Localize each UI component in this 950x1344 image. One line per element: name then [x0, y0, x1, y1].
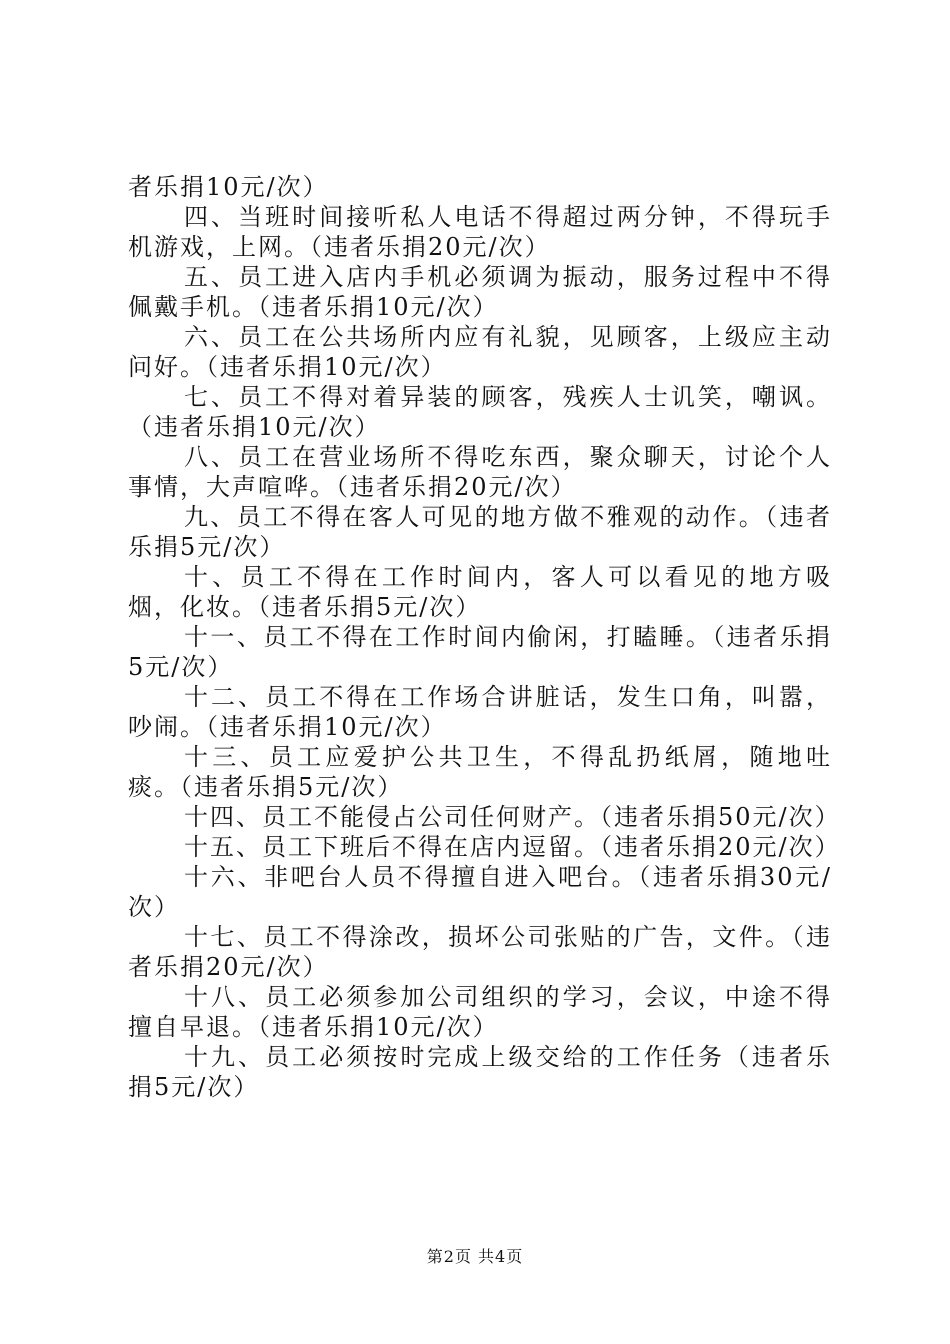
- rule-17: 十七、员工不得涂改，损坏公司张贴的广告，文件。（违者乐捐20元/次）: [128, 923, 832, 981]
- rule-5: 五、员工进入店内手机必须调为振动，服务过程中不得佩戴手机。（违者乐捐10元/次）: [128, 263, 832, 321]
- rule-7: 七、员工不得对着异装的顾客，残疾人士讥笑，嘲讽。（违者乐捐10元/次）: [128, 383, 832, 441]
- rule-14: 十四、员工不能侵占公司任何财产。（违者乐捐50元/次）: [184, 803, 841, 831]
- rule-19: 十九、员工必须按时完成上级交给的工作任务（违者乐捐5元/次）: [128, 1043, 832, 1101]
- rule-12: 十二、员工不得在工作场合讲脏话，发生口角，叫嚣，吵闹。（违者乐捐10元/次）: [128, 683, 832, 741]
- rule-16: 十六、非吧台人员不得擅自进入吧台。（违者乐捐30元/次）: [128, 863, 832, 921]
- document-body: [128, 172, 841, 1102]
- rule-9: 九、员工不得在客人可见的地方做不雅观的动作。（违者乐捐5元/次）: [128, 503, 832, 561]
- rule-15: 十五、员工下班后不得在店内逗留。（违者乐捐20元/次）: [184, 833, 841, 861]
- rule-4: 四、当班时间接听私人电话不得超过两分钟，不得玩手机游戏，上网。（违者乐捐20元/次）: [128, 203, 832, 261]
- paragraph-continuation: 者乐捐10元/次）: [128, 173, 329, 201]
- rule-6: 六、员工在公共场所内应有礼貌，见顾客，上级应主动问好。（违者乐捐10元/次）: [128, 323, 832, 381]
- rule-10: 十、员工不得在工作时间内，客人可以看见的地方吸烟，化妆。（违者乐捐5元/次）: [128, 563, 832, 621]
- rule-11: 十一、员工不得在工作时间内偷闲，打瞌睡。（违者乐捐5元/次）: [128, 623, 832, 681]
- rule-18: 十八、员工必须参加公司组织的学习，会议，中途不得擅自早退。（违者乐捐10元/次）: [128, 983, 832, 1041]
- rule-13: 十三、员工应爱护公共卫生，不得乱扔纸屑，随地吐痰。（违者乐捐5元/次）: [128, 743, 832, 801]
- rule-8: 八、员工在营业场所不得吃东西，聚众聊天，讨论个人事情，大声喧哗。（违者乐捐20元/次）: [128, 443, 832, 501]
- page-number-footer: 第2页 共4页: [426, 1247, 524, 1266]
